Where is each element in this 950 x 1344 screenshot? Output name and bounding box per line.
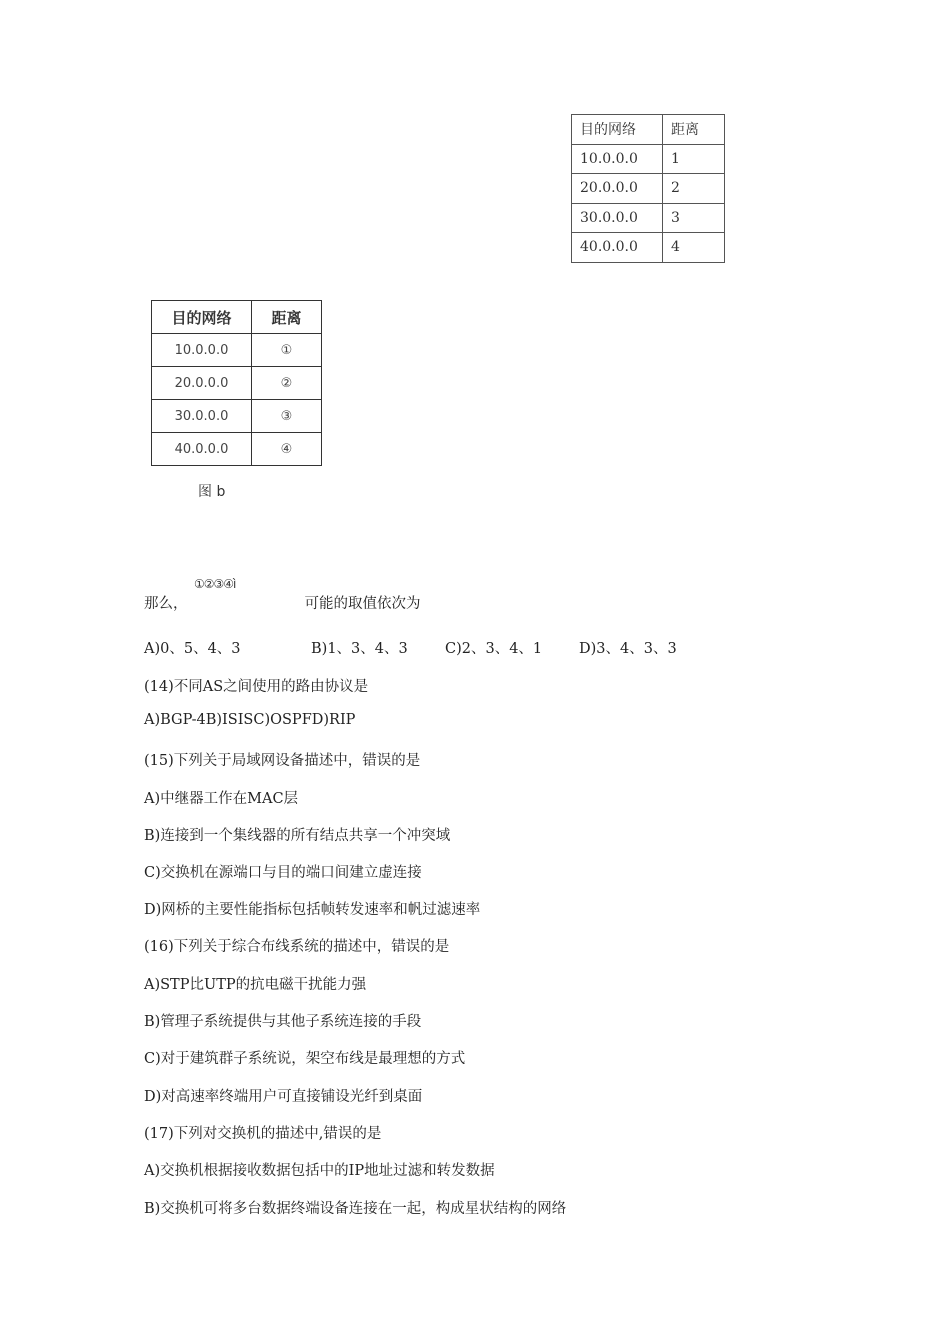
question-15-stem: (15)下列关于局域网设备描述中，错误的是 (144, 753, 421, 769)
table-row (152, 400, 322, 433)
question-16-option-d: D)对高速率终端用户可直接铺设光纤到桌面 (144, 1089, 423, 1105)
question-13-options (144, 637, 677, 658)
cell-distance: 3 (663, 203, 725, 233)
routing-table-b (151, 300, 322, 466)
stem-prefix: 那么， (144, 596, 188, 612)
cell-distance: ④ (252, 433, 322, 466)
question-14-options: A)BGP-4B)ISISC)OSPFD)RIP (144, 712, 356, 728)
table-row (572, 174, 725, 204)
table-row (152, 367, 322, 400)
header-destination: 目的网络 (572, 115, 663, 145)
cell-network: 10.0.0.0 (572, 144, 663, 174)
question-16-option-b: B)管理子系统提供与其他子系统连接的手段 (144, 1014, 422, 1030)
header-distance: 距离 (252, 301, 322, 334)
cell-network: 30.0.0.0 (572, 203, 663, 233)
cell-distance: 2 (663, 174, 725, 204)
option-d: D)3、4、3、3 (579, 641, 677, 657)
cell-network: 40.0.0.0 (152, 433, 252, 466)
cell-network: 30.0.0.0 (152, 400, 252, 433)
cell-distance: ② (252, 367, 322, 400)
cell-network: 40.0.0.0 (572, 233, 663, 263)
table-row (152, 334, 322, 367)
stem-suffix: 可能的取值依次为 (304, 596, 421, 612)
routing-table-a (571, 114, 725, 263)
option-c: C)2、3、4、1 (445, 641, 543, 657)
table-row (572, 144, 725, 174)
question-17-option-b: B)交换机可将多台数据终端设备连接在一起，构成星状结构的网络 (144, 1201, 567, 1217)
table-row (572, 233, 725, 263)
formula-image: ①②③④ì (194, 577, 236, 591)
cell-distance: ③ (252, 400, 322, 433)
table-header-row (572, 115, 725, 145)
question-13-stem (144, 592, 421, 613)
question-15-option-c: C)交换机在源端口与目的端口间建立虚连接 (144, 865, 422, 881)
question-16-stem: (16)下列关于综合布线系统的描述中，错误的是 (144, 939, 450, 955)
cell-network: 20.0.0.0 (572, 174, 663, 204)
question-15-option-d: D)网桥的主要性能指标包括帧转发速率和帆过滤速率 (144, 902, 481, 918)
question-16-option-a: A)STP比UTP的抗电磁干扰能力强 (144, 977, 367, 993)
cell-distance: ① (252, 334, 322, 367)
table-row (572, 203, 725, 233)
cell-distance: 1 (663, 144, 725, 174)
question-17-option-a: A)交换机根据接收数据包括中的IP地址过滤和转发数据 (144, 1163, 495, 1179)
table-header-row (152, 301, 322, 334)
question-15-option-b: B)连接到一个集线器的所有结点共享一个冲突域 (144, 828, 451, 844)
option-b: B)1、3、4、3 (311, 641, 408, 657)
question-15-option-a: A)中继器工作在MAC层 (144, 791, 299, 807)
figure-caption: 图 b (198, 484, 226, 500)
question-16-option-c: C)对于建筑群子系统说，架空布线是最理想的方式 (144, 1051, 466, 1067)
cell-distance: 4 (663, 233, 725, 263)
header-distance: 距离 (663, 115, 725, 145)
cell-network: 10.0.0.0 (152, 334, 252, 367)
table-row (152, 433, 322, 466)
cell-network: 20.0.0.0 (152, 367, 252, 400)
header-destination: 目的网络 (152, 301, 252, 334)
question-17-stem: (17)下列对交换机的描述中,错误的是 (144, 1126, 382, 1142)
option-a: A)0、5、4、3 (144, 641, 241, 657)
question-14-stem: (14)不同AS之间使用的路由协议是 (144, 679, 369, 695)
